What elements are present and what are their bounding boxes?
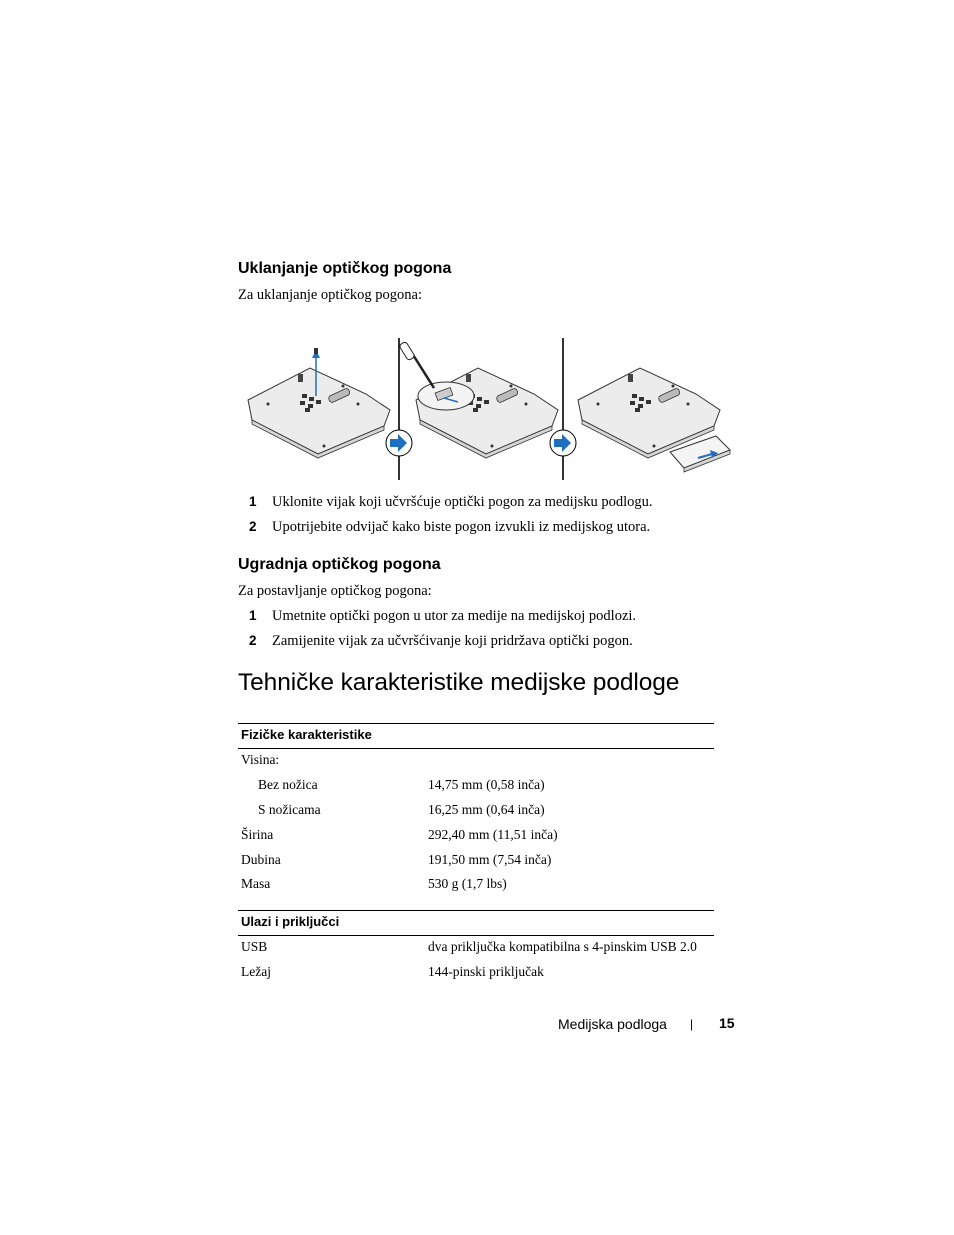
spec-value: 16,25 mm (0,64 inča) bbox=[428, 802, 545, 817]
page-title: Tehničke karakteristike medijske podloge bbox=[238, 669, 680, 696]
step3-device-drawing bbox=[578, 368, 730, 472]
page-number: 15 bbox=[719, 1015, 735, 1031]
step-number: 2 bbox=[249, 633, 257, 648]
next-arrow-icon bbox=[386, 430, 412, 456]
physical-table-header: Fizičke karakteristike bbox=[241, 727, 372, 742]
spec-value: 530 g (1,7 lbs) bbox=[428, 876, 507, 891]
spec-value: 144-pinski priključak bbox=[428, 964, 544, 979]
spec-label: Dubina bbox=[241, 852, 281, 867]
spec-label: S nožicama bbox=[258, 802, 321, 817]
spec-value: 14,75 mm (0,58 inča) bbox=[428, 777, 545, 792]
removal-step-2 bbox=[249, 519, 650, 536]
spec-label: Masa bbox=[241, 876, 271, 891]
spec-label: Ležaj bbox=[241, 964, 271, 979]
spec-label: Širina bbox=[241, 827, 274, 842]
step-text: Upotrijebite odvijač kako biste pogon izvukli iz medijskog utora. bbox=[272, 519, 651, 535]
installation-step-1 bbox=[249, 608, 636, 625]
removal-step-1 bbox=[249, 494, 653, 511]
spec-value: dva priključka kompatibilna s 4-pinskim USB 2.0 bbox=[428, 939, 697, 954]
step-text: Umetnite optički pogon u utor za medije na medijskoj podlozi. bbox=[272, 608, 637, 624]
footer-section-name: Medijska podloga bbox=[558, 1016, 667, 1032]
removal-intro: Za uklanjanje optičkog pogona: bbox=[238, 287, 423, 303]
step-number: 1 bbox=[249, 494, 257, 509]
next-arrow-icon bbox=[550, 430, 576, 456]
table-rule bbox=[238, 910, 714, 911]
step-text: Zamijenite vijak za učvršćivanje koji pridržava optički pogon. bbox=[272, 633, 633, 649]
optical-drive-removal-illustration bbox=[238, 336, 738, 482]
spec-value: 191,50 mm (7,54 inča) bbox=[428, 852, 552, 867]
spec-label: Bez nožica bbox=[258, 777, 318, 792]
step2-device-drawing bbox=[399, 341, 558, 458]
section-heading-removal: Uklanjanje optičkog pogona bbox=[238, 260, 452, 277]
section-heading-installation: Ugradnja optičkog pogona bbox=[238, 556, 441, 573]
step-number: 1 bbox=[249, 608, 257, 623]
installation-step-2 bbox=[249, 633, 633, 650]
table-rule bbox=[238, 935, 714, 936]
spec-label: Visina: bbox=[241, 752, 280, 767]
spec-label: USB bbox=[241, 939, 268, 954]
table-rule bbox=[238, 723, 714, 724]
footer-separator: | bbox=[690, 1017, 694, 1031]
step-text: Uklonite vijak koji učvršćuje optički pogon za medijsku podlogu. bbox=[272, 494, 653, 510]
step-number: 2 bbox=[249, 519, 257, 534]
installation-intro: Za postavljanje optičkog pogona: bbox=[238, 583, 432, 599]
table-rule bbox=[238, 748, 714, 749]
step1-device-drawing bbox=[248, 348, 390, 458]
spec-value: 292,40 mm (11,51 inča) bbox=[428, 827, 558, 842]
ports-table-header: Ulazi i priključci bbox=[241, 914, 340, 929]
